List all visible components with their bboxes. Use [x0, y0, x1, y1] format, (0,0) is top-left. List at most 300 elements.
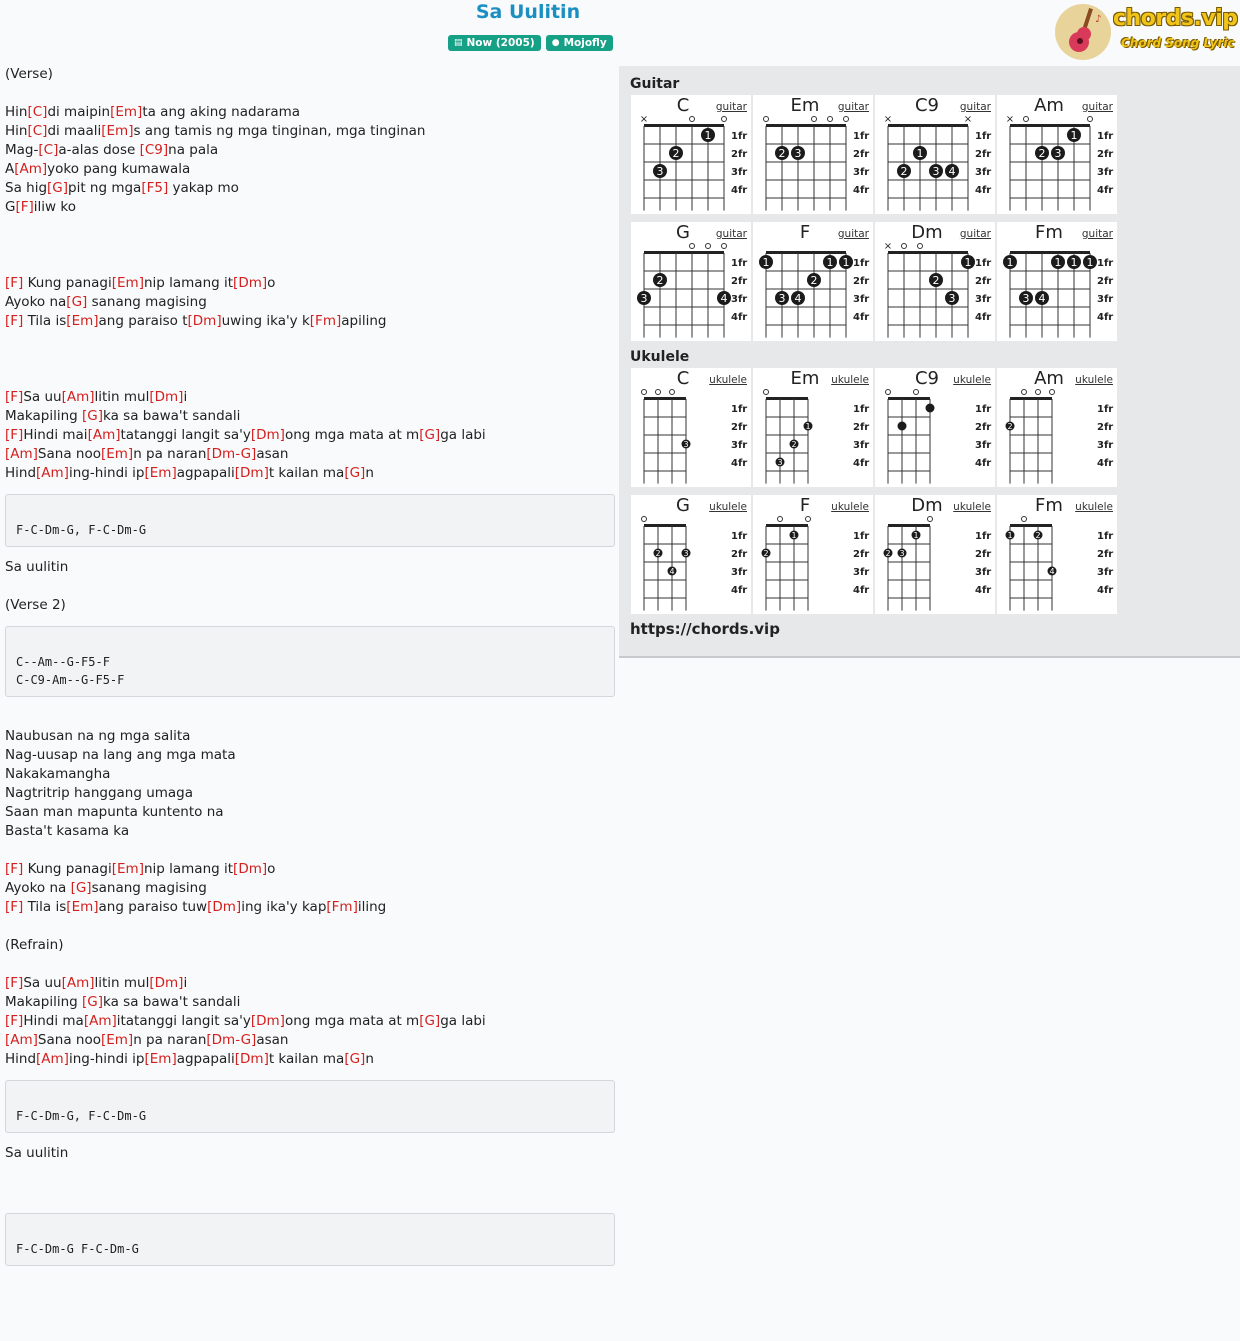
site-url-link[interactable]: https://chords.vip [630, 620, 780, 638]
lyric-text: a-alas dose [58, 142, 140, 158]
lyric-line [5, 122, 615, 141]
logo-tagline: Chord Song Lyric [1121, 36, 1235, 50]
spacer [5, 549, 615, 558]
chord-name: G [676, 495, 690, 516]
lyric-text: di maipin [47, 104, 111, 120]
open-string-marker [1022, 517, 1027, 522]
lyric-text: ing ika'y kap [241, 899, 327, 915]
lyric-text: ka sa bawa't sandali [103, 994, 241, 1010]
fret-number: 4fr [975, 585, 992, 596]
chord-label[interactable]: [Am] [83, 1013, 117, 1029]
svg-text:♪: ♪ [1095, 14, 1102, 25]
lyric-text: Sa uu [23, 975, 62, 991]
chord-diagram-fm[interactable] [997, 495, 1117, 614]
finger-number: 1 [913, 531, 919, 540]
lyric-line [5, 727, 615, 746]
fret-number: 3fr [731, 167, 748, 178]
finger-number: 1 [1054, 256, 1062, 269]
fret-number: 3fr [731, 294, 748, 305]
fret-number: 3fr [975, 294, 992, 305]
chord-progression-box [5, 1213, 615, 1266]
lyric-text: Tila is [23, 899, 67, 915]
lyric-line [5, 879, 615, 898]
chord-label[interactable]: [Em] [66, 899, 99, 915]
fretboard [753, 495, 873, 614]
fretboard [997, 95, 1117, 214]
lyric-text: yakap mo [168, 180, 239, 196]
finger-number: 1 [842, 256, 850, 269]
chord-label[interactable]: [Fm] [326, 899, 358, 915]
chord-label[interactable]: [F] [5, 275, 24, 291]
fret-number: 4fr [731, 458, 748, 469]
progression-line [16, 1089, 604, 1107]
fret-number: 2fr [853, 422, 870, 433]
fret-number: 2fr [731, 149, 748, 160]
chord-diagram-c[interactable] [631, 368, 751, 487]
fret-number: 3fr [853, 167, 870, 178]
chord-label[interactable]: [F] [5, 389, 24, 405]
chord-label[interactable]: [C9] [139, 142, 169, 158]
spacer [5, 1135, 615, 1144]
lyric-text: asan [256, 1032, 289, 1048]
lyric-text: Nagtritrip hanggang umaga [5, 785, 194, 801]
chord-label[interactable]: [Dm-G] [206, 446, 257, 462]
progression-line [16, 635, 604, 653]
chord-label[interactable]: [Dm] [234, 465, 269, 481]
chord-name: Am [1034, 95, 1064, 116]
chord-label[interactable]: [G] [419, 1013, 441, 1029]
chord-label[interactable]: [Dm] [233, 861, 268, 877]
chord-label[interactable]: [Em] [111, 275, 144, 291]
lyric-line [5, 312, 615, 331]
fret-number: 1fr [1097, 131, 1114, 142]
lyric-line [5, 860, 615, 879]
fret-number: 4fr [975, 312, 992, 323]
lyric-text: nip lamang it [143, 275, 234, 291]
fretboard [631, 495, 751, 614]
fret-number: 4fr [1097, 312, 1114, 323]
chord-label[interactable]: [Am] [87, 427, 121, 443]
chord-name: G [676, 222, 690, 243]
fret-number: 1fr [1097, 258, 1114, 269]
lyric-line [5, 784, 615, 803]
fret-number: 1fr [975, 404, 992, 415]
fret-number: 2fr [853, 276, 870, 287]
lyric-text: Kung panagi [23, 861, 112, 877]
chord-label[interactable]: [Em] [144, 1051, 177, 1067]
chord-label[interactable]: [Dm] [207, 899, 242, 915]
chord-label[interactable]: [C] [38, 142, 59, 158]
fretboard [753, 368, 873, 487]
lyric-text: t kailan ma [268, 1051, 345, 1067]
chord-type-link[interactable]: guitar [715, 101, 747, 113]
chord-diagram-am[interactable] [997, 95, 1117, 214]
progression-line: F-C-Dm-G, F-C-Dm-G [16, 1109, 147, 1123]
lyric-text: itatanggi langit sa'y [116, 1013, 251, 1029]
lyric-text: Nag-uusap na lang ang mga mata [5, 747, 236, 763]
chord-type-link[interactable]: ukulele [831, 374, 869, 386]
blank-line [5, 217, 615, 236]
finger-number: 2 [778, 147, 786, 160]
fret-number: 1fr [975, 131, 992, 142]
chord-label[interactable]: [G] [344, 465, 366, 481]
lyric-text: Hin [5, 123, 28, 139]
chord-label[interactable]: [Em] [100, 1032, 134, 1048]
lyric-text: sanang magising [91, 880, 207, 896]
blank-line [5, 841, 615, 860]
lyric-text: ong mga mata at m [284, 1013, 420, 1029]
chord-type-link[interactable]: guitar [1081, 101, 1113, 113]
fret-number: 2fr [1097, 149, 1114, 160]
finger-number: 1 [762, 256, 770, 269]
fret-number: 1fr [853, 131, 870, 142]
chord-type-link[interactable]: ukulele [831, 501, 869, 513]
chord-name: C9 [914, 368, 940, 389]
open-string-marker [656, 390, 661, 395]
chord-label[interactable]: [F] [5, 1013, 24, 1029]
album-badge[interactable] [448, 35, 541, 51]
finger-number: 4 [1049, 567, 1055, 576]
fret-number: 2fr [731, 276, 748, 287]
lyric-text: n pa naran [133, 1032, 207, 1048]
chord-label[interactable]: [F] [5, 899, 24, 915]
chord-label[interactable]: [F5] [141, 180, 169, 196]
chord-label[interactable]: [Am] [5, 1032, 38, 1048]
chord-diagram-c9[interactable] [875, 95, 995, 214]
chord-diagram-dm[interactable] [875, 495, 995, 614]
finger-number: 1 [791, 531, 797, 540]
fret-number: 1fr [1097, 404, 1114, 415]
fret-number: 2fr [975, 149, 992, 160]
fret-number: 4fr [853, 458, 870, 469]
chord-name: Am [1034, 368, 1064, 389]
finger-number: 3 [1054, 147, 1062, 160]
finger-number: 1 [1007, 531, 1013, 540]
open-string-marker [914, 390, 919, 395]
lyric-text: Ayoko na [5, 880, 71, 896]
lyric-text: yoko pang kumawala [47, 161, 191, 177]
finger-number: 1 [1070, 129, 1078, 142]
finger-number: 2 [1038, 147, 1046, 160]
fret-number: 4fr [731, 585, 748, 596]
ukulele-section-title: Ukulele [630, 349, 690, 365]
progression-line: F-C-Dm-G F-C-Dm-G [16, 1242, 139, 1256]
fret-number: 2fr [975, 549, 992, 560]
chord-label[interactable]: [F] [15, 199, 34, 215]
lyric-line [5, 1031, 615, 1050]
chord-progression-box [5, 494, 615, 547]
chord-label[interactable]: [F] [5, 313, 24, 329]
chord-diagram-f[interactable] [753, 495, 873, 614]
chord-label[interactable]: [Am] [36, 465, 69, 481]
lyric-text: ga labi [440, 1013, 486, 1029]
lyric-text: sanang magising [87, 294, 207, 310]
chord-label[interactable]: [Em] [66, 313, 99, 329]
finger-number: 2 [763, 549, 769, 558]
chord-type-link[interactable]: guitar [959, 228, 991, 240]
finger-number: 1 [964, 256, 972, 269]
chord-diagram-c[interactable] [631, 95, 751, 214]
chord-type-link[interactable]: guitar [1081, 228, 1113, 240]
fret-number: 1fr [731, 258, 748, 269]
lyric-text: ka sa bawa't sandali [103, 408, 241, 424]
blank-line [5, 84, 615, 103]
chord-label[interactable]: [Am] [61, 975, 95, 991]
lyric-text: litin mul [94, 975, 150, 991]
fret-number: 1fr [853, 404, 870, 415]
lyric-line [5, 179, 615, 198]
lyric-line [5, 803, 615, 822]
chord-diagram-f[interactable] [753, 222, 873, 341]
lyric-line [5, 141, 615, 160]
chord-label[interactable]: [Dm] [250, 427, 285, 443]
chord-diagram-em[interactable] [753, 95, 873, 214]
fret-number: 4fr [853, 312, 870, 323]
fret-number: 3fr [1097, 440, 1114, 451]
fretboard [631, 222, 751, 341]
lyric-text: Hindi ma [23, 1013, 84, 1029]
fret-number: 2fr [1097, 276, 1114, 287]
chord-label[interactable]: [Em] [110, 104, 143, 120]
chord-label[interactable]: [Em] [144, 465, 177, 481]
chord-diagram-g[interactable] [631, 222, 751, 341]
fret-number: 3fr [975, 167, 992, 178]
chord-label[interactable]: [Am] [5, 446, 38, 462]
finger-number: 1 [1070, 256, 1078, 269]
chord-label[interactable]: [Dm] [149, 389, 184, 405]
finger-number: 3 [1022, 292, 1030, 305]
lyric-line [5, 464, 615, 483]
chord-label[interactable]: [C] [27, 123, 48, 139]
finger-number: 3 [899, 549, 905, 558]
chord-label[interactable]: [Dm] [233, 275, 268, 291]
fret-number: 3fr [1097, 167, 1114, 178]
open-string-marker [1088, 117, 1093, 122]
fret-number: 3fr [1097, 567, 1114, 578]
fret-number: 3fr [731, 440, 748, 451]
chord-label[interactable]: [Dm] [149, 975, 184, 991]
lyric-text: s ang tamis ng mga tinginan, mga tinginan [133, 123, 426, 139]
lyric-line [5, 596, 615, 615]
lyric-text: Naubusan na ng mga salita [5, 728, 191, 744]
chord-type-link[interactable]: guitar [959, 101, 991, 113]
fretboard [875, 368, 995, 487]
finger-number: 3 [640, 292, 648, 305]
fretboard [631, 368, 751, 487]
chord-label[interactable]: [F] [5, 861, 24, 877]
open-string-marker [778, 517, 783, 522]
fret-number: 3fr [1097, 294, 1114, 305]
finger-number: 1 [916, 147, 924, 160]
lyric-text: A [5, 161, 15, 177]
lyric-text: Ayoko na [5, 294, 67, 310]
progression-line: C-C9-Am--G-F5-F [16, 673, 125, 687]
lyric-text: uwing ika'y k [221, 313, 310, 329]
artist-badge[interactable] [546, 35, 613, 51]
chord-type-link[interactable]: ukulele [1075, 501, 1113, 513]
finger-dot [898, 422, 907, 431]
lyric-text: Sana noo [37, 1032, 101, 1048]
chord-type-link[interactable]: guitar [837, 101, 869, 113]
chord-label[interactable]: [G] [82, 408, 104, 424]
site-logo[interactable] [1055, 4, 1238, 62]
spacer [5, 483, 615, 492]
chord-label[interactable]: [Am] [61, 389, 95, 405]
chord-diagram-dm[interactable] [875, 222, 995, 341]
finger-number: 2 [655, 549, 661, 558]
lyric-line [5, 426, 615, 445]
finger-number: 2 [1007, 422, 1013, 431]
lyric-text: ang paraiso t [98, 313, 188, 329]
fret-number: 3fr [853, 440, 870, 451]
lyric-text: t kailan ma [268, 465, 345, 481]
open-string-marker [690, 117, 695, 122]
fret-number: 4fr [1097, 585, 1114, 596]
blank-line [5, 1163, 615, 1182]
lyric-text: apiling [341, 313, 387, 329]
fretboard [875, 222, 995, 341]
chord-progression-box [5, 1080, 615, 1133]
lyric-text: ing-hindi ip [68, 465, 145, 481]
chord-label[interactable]: [Em] [100, 446, 134, 462]
chord-label[interactable]: [Dm] [250, 1013, 285, 1029]
chord-diagram-fm[interactable] [997, 222, 1117, 341]
blank-line [5, 350, 615, 369]
chord-label[interactable]: [G] [344, 1051, 366, 1067]
finger-number: 2 [672, 147, 680, 160]
lyric-text: Hin [5, 104, 28, 120]
lyric-text: n pa naran [133, 446, 207, 462]
blank-line [5, 577, 615, 596]
fret-number: 2fr [853, 549, 870, 560]
lyric-line [5, 198, 615, 217]
lyric-text: ing-hindi ip [68, 1051, 145, 1067]
fretboard [997, 495, 1117, 614]
open-string-marker [764, 117, 769, 122]
lyric-text: Sana noo [37, 446, 101, 462]
chord-progression-box [5, 626, 615, 697]
chord-label[interactable]: [Am] [14, 161, 48, 177]
muted-string-marker: × [963, 114, 973, 125]
chord-type-link[interactable]: ukulele [953, 501, 991, 513]
lyric-text: (Refrain) [5, 937, 64, 953]
chord-label[interactable]: [Dm] [187, 313, 222, 329]
finger-number: 2 [900, 165, 908, 178]
fret-number: 2fr [975, 276, 992, 287]
blank-line [5, 236, 615, 255]
fret-number: 2fr [731, 422, 748, 433]
album-badge-label: Now (2005) [466, 37, 535, 49]
chord-diagram-am[interactable] [997, 368, 1117, 487]
open-string-marker [902, 244, 907, 249]
finger-number: 3 [948, 292, 956, 305]
muted-string-marker: × [883, 241, 893, 252]
chord-name: C [676, 368, 690, 389]
chord-label[interactable]: [Fm] [309, 313, 342, 329]
chord-label[interactable]: [Em] [101, 123, 134, 139]
lyric-line [5, 1144, 615, 1163]
chord-label[interactable]: [Am] [36, 1051, 69, 1067]
logo-text: chords.vip [1113, 6, 1238, 31]
chord-type-link[interactable]: ukulele [1075, 374, 1113, 386]
chord-type-link[interactable]: guitar [837, 228, 869, 240]
lyric-text: Hind [5, 465, 37, 481]
lyric-text: n [365, 465, 374, 481]
chord-type-link[interactable]: ukulele [953, 374, 991, 386]
lyric-text: Hind [5, 1051, 37, 1067]
muted-string-marker: × [639, 114, 649, 125]
open-string-marker [828, 117, 833, 122]
chord-type-link[interactable]: guitar [715, 228, 747, 240]
lyric-text: ong mga mata at m [284, 427, 420, 443]
chord-label[interactable]: [F] [5, 975, 24, 991]
fret-number: 2fr [1097, 422, 1114, 433]
lyric-text: Basta't kasama ka [5, 823, 130, 839]
lyric-text: Makapiling [5, 994, 83, 1010]
finger-number: 3 [932, 165, 940, 178]
chord-type-link[interactable]: ukulele [709, 501, 747, 513]
chord-label[interactable]: [F] [5, 427, 24, 443]
muted-string-marker: × [1005, 114, 1015, 125]
open-string-marker [1036, 390, 1041, 395]
fret-number: 4fr [731, 312, 748, 323]
fret-number: 4fr [853, 185, 870, 196]
finger-number: 4 [1038, 292, 1046, 305]
chord-label[interactable]: [G] [70, 880, 92, 896]
fret-number: 1fr [1097, 531, 1114, 542]
open-string-marker [690, 244, 695, 249]
open-string-marker [1050, 390, 1055, 395]
lyric-line [5, 993, 615, 1012]
fret-number: 4fr [1097, 185, 1114, 196]
fret-number: 4fr [975, 458, 992, 469]
chord-label[interactable]: [Dm] [234, 1051, 269, 1067]
finger-number: 4 [720, 292, 728, 305]
fret-number: 1fr [975, 258, 992, 269]
fret-number: 4fr [1097, 458, 1114, 469]
chord-label[interactable]: [Em] [111, 861, 144, 877]
lyric-line [5, 103, 615, 122]
fretboard [997, 368, 1117, 487]
chord-label[interactable]: [G] [82, 994, 104, 1010]
lyric-text: Nakakamangha [5, 766, 111, 782]
finger-number: 2 [932, 274, 940, 287]
lyric-line [5, 65, 615, 84]
finger-number: 4 [794, 292, 802, 305]
chord-diagram-em[interactable] [753, 368, 873, 487]
artist-badge-label: Mojofly [563, 37, 607, 49]
lyric-text: agpapali [176, 1051, 235, 1067]
blank-line [5, 331, 615, 350]
lyric-text: agpapali [176, 465, 235, 481]
lyric-line [5, 765, 615, 784]
chord-type-link[interactable]: ukulele [709, 374, 747, 386]
chord-label[interactable]: [G] [419, 427, 441, 443]
lyrics-body [5, 65, 615, 1268]
chord-label[interactable]: [G] [47, 180, 69, 196]
chord-diagram-g[interactable] [631, 495, 751, 614]
chord-label[interactable]: [C] [27, 104, 48, 120]
lyric-text: n [365, 1051, 374, 1067]
chord-diagram-c9[interactable] [875, 368, 995, 487]
lyric-text: iliw ko [33, 199, 76, 215]
chord-label[interactable]: [Dm-G] [206, 1032, 257, 1048]
lyric-text: asan [256, 446, 289, 462]
blank-line [5, 1182, 615, 1201]
chord-label[interactable]: [G] [66, 294, 88, 310]
blank-line [5, 255, 615, 274]
lyric-text: tatanggi langit sa'y [120, 427, 251, 443]
